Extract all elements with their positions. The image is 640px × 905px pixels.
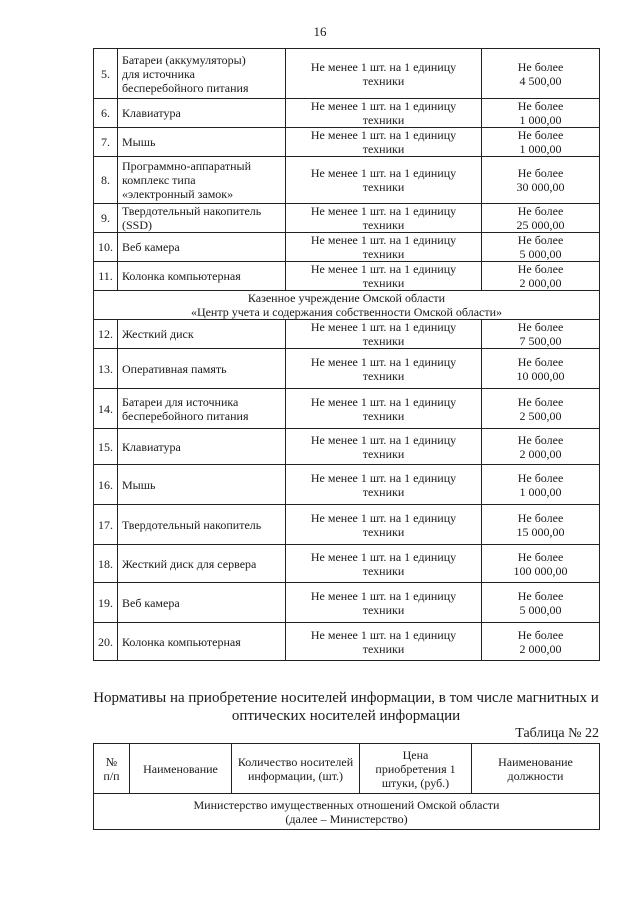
cell-line: Не более bbox=[517, 262, 564, 276]
heading-line: Нормативы на приобретение носителей информации, в том числе магнитных и bbox=[93, 690, 599, 706]
item-name bbox=[118, 623, 286, 661]
cell-line: Не более bbox=[517, 354, 564, 369]
column-header bbox=[232, 744, 360, 794]
column-header bbox=[472, 744, 600, 794]
cell-line: 7 500,00 bbox=[519, 334, 562, 348]
cell-line: Не более bbox=[517, 627, 564, 642]
cell-line: техники bbox=[362, 276, 405, 290]
cell-line: Твердотельный накопитель bbox=[122, 517, 262, 532]
cell-line: 4 500,00 bbox=[519, 73, 562, 88]
cell-line: «электронный замок» bbox=[122, 187, 234, 201]
cell-line: Твердотельный накопитель bbox=[122, 204, 262, 218]
row-number: 14. bbox=[94, 389, 118, 429]
row-number: 10. bbox=[94, 233, 118, 262]
item-name bbox=[118, 389, 286, 429]
item-quantity bbox=[286, 349, 482, 389]
cell-line: 2 000,00 bbox=[519, 641, 562, 656]
cell-line: п/п bbox=[103, 768, 120, 783]
item-quantity bbox=[286, 465, 482, 505]
table-label: Таблица № 22 bbox=[515, 726, 599, 741]
cell-line: Не более bbox=[517, 320, 564, 334]
section-row bbox=[94, 291, 600, 320]
cell-line: техники bbox=[362, 563, 405, 578]
cell-line: 30 000,00 bbox=[516, 180, 565, 194]
item-name bbox=[118, 583, 286, 623]
item-name bbox=[118, 505, 286, 545]
row-number: 15. bbox=[94, 429, 118, 465]
item-name bbox=[118, 349, 286, 389]
cell-line: Не более bbox=[517, 99, 564, 113]
row-number: 5. bbox=[94, 49, 118, 99]
table-row bbox=[94, 623, 600, 661]
cell-line: 10 000,00 bbox=[516, 368, 565, 383]
column-header bbox=[94, 744, 130, 794]
table-row bbox=[94, 49, 600, 99]
table-row bbox=[94, 465, 600, 505]
cell-line: Клавиатура bbox=[122, 106, 181, 120]
item-quantity bbox=[286, 204, 482, 233]
cell-line: 2 000,00 bbox=[519, 446, 562, 461]
header-row bbox=[94, 744, 600, 794]
table-row bbox=[94, 157, 600, 204]
cell-line: Не менее 1 шт. на 1 единицу bbox=[310, 166, 457, 180]
cell-line: (SSD) bbox=[122, 218, 153, 232]
cell-line: Жесткий диск bbox=[122, 327, 194, 341]
cell-line: Мышь bbox=[122, 135, 156, 149]
item-name bbox=[118, 128, 286, 157]
row-number: 6. bbox=[94, 99, 118, 128]
section-title bbox=[94, 291, 600, 320]
item-quantity bbox=[286, 262, 482, 291]
item-name bbox=[118, 262, 286, 291]
item-price bbox=[482, 204, 600, 233]
cell-line: 15 000,00 bbox=[516, 524, 565, 539]
cell-line: техники bbox=[362, 334, 405, 348]
table-row bbox=[94, 583, 600, 623]
cell-line: Оперативная память bbox=[122, 361, 227, 376]
item-price bbox=[482, 349, 600, 389]
cell-line: Веб камера bbox=[122, 240, 180, 254]
cell-line: техники bbox=[362, 180, 405, 194]
item-price bbox=[482, 465, 600, 505]
cell-line: для источника bbox=[122, 66, 195, 81]
cell-line: № bbox=[105, 754, 118, 769]
cell-line: комплекс типа bbox=[122, 173, 196, 187]
cell-line: техники bbox=[362, 368, 405, 383]
cell-line: должности bbox=[507, 768, 564, 783]
cell-line: 5 000,00 bbox=[519, 602, 562, 617]
table-row bbox=[94, 128, 600, 157]
storage-media-table bbox=[93, 743, 600, 830]
row-number: 17. bbox=[94, 505, 118, 545]
item-price bbox=[482, 505, 600, 545]
row-number: 12. bbox=[94, 320, 118, 349]
cell-line: Не менее 1 шт. на 1 единицу bbox=[310, 510, 457, 525]
item-quantity bbox=[286, 505, 482, 545]
item-name bbox=[118, 49, 286, 99]
item-price bbox=[482, 49, 600, 99]
item-quantity bbox=[286, 128, 482, 157]
cell-line: Не более bbox=[517, 204, 564, 218]
cell-line: техники bbox=[362, 524, 405, 539]
cell-line: Колонка компьютерная bbox=[122, 634, 241, 649]
cell-line: Не более bbox=[517, 166, 564, 180]
item-quantity bbox=[286, 623, 482, 661]
table-row bbox=[94, 320, 600, 349]
equipment-norms-table bbox=[93, 48, 600, 661]
item-quantity bbox=[286, 545, 482, 583]
row-number: 20. bbox=[94, 623, 118, 661]
cell-line: Веб камера bbox=[122, 595, 180, 610]
table-row bbox=[94, 233, 600, 262]
item-quantity bbox=[286, 320, 482, 349]
cell-line: 5 000,00 bbox=[519, 247, 562, 261]
table-row bbox=[94, 505, 600, 545]
item-quantity bbox=[286, 99, 482, 128]
cell-line: Не более bbox=[517, 432, 564, 447]
cell-line: 2 000,00 bbox=[519, 276, 562, 290]
item-quantity bbox=[286, 583, 482, 623]
table-row bbox=[94, 429, 600, 465]
column-header bbox=[130, 744, 232, 794]
cell-line: Не менее 1 шт. на 1 единицу bbox=[310, 233, 457, 247]
table-row bbox=[94, 545, 600, 583]
cell-line: Не менее 1 шт. на 1 единицу bbox=[310, 627, 457, 642]
cell-line: Не более bbox=[517, 510, 564, 525]
item-price bbox=[482, 389, 600, 429]
cell-line: техники bbox=[362, 446, 405, 461]
item-price bbox=[482, 429, 600, 465]
cell-line: Не более bbox=[517, 588, 564, 603]
cell-line: 1 000,00 bbox=[519, 484, 562, 499]
cell-line: Наименование bbox=[143, 761, 218, 776]
row-number: 11. bbox=[94, 262, 118, 291]
cell-line: Министерство имущественных отношений Омской области bbox=[193, 797, 500, 812]
cell-line: техники bbox=[362, 113, 405, 127]
cell-line: «Центр учета и содержания собственности Омской области» bbox=[190, 305, 503, 319]
item-quantity bbox=[286, 429, 482, 465]
cell-line: техники bbox=[362, 641, 405, 656]
cell-line: 100 000,00 bbox=[513, 563, 568, 578]
cell-line: Не менее 1 шт. на 1 единицу bbox=[310, 588, 457, 603]
cell-line: Не более bbox=[517, 394, 564, 409]
cell-line: Не менее 1 шт. на 1 единицу bbox=[310, 432, 457, 447]
cell-line: 25 000,00 bbox=[516, 218, 565, 232]
page-number: 16 bbox=[313, 24, 327, 39]
cell-line: Клавиатура bbox=[122, 439, 181, 454]
cell-line: техники bbox=[362, 73, 405, 88]
item-price bbox=[482, 233, 600, 262]
item-name bbox=[118, 157, 286, 204]
item-price bbox=[482, 262, 600, 291]
column-header bbox=[360, 744, 472, 794]
cell-line: Не менее 1 шт. на 1 единицу bbox=[310, 99, 457, 113]
section-row bbox=[94, 794, 600, 830]
cell-line: техники bbox=[362, 408, 405, 423]
table-row bbox=[94, 349, 600, 389]
item-name bbox=[118, 429, 286, 465]
cell-line: 2 500,00 bbox=[519, 408, 562, 423]
item-price bbox=[482, 623, 600, 661]
row-number: 9. bbox=[94, 204, 118, 233]
cell-line: информации, (шт.) bbox=[247, 768, 344, 783]
item-name bbox=[118, 99, 286, 128]
item-name bbox=[118, 320, 286, 349]
heading-line: оптических носителей информации bbox=[231, 708, 461, 724]
section-title bbox=[94, 794, 600, 830]
table-row bbox=[94, 389, 600, 429]
cell-line: Цена bbox=[402, 747, 429, 762]
item-name bbox=[118, 204, 286, 233]
cell-line: Не менее 1 шт. на 1 единицу bbox=[310, 549, 457, 564]
cell-line: 1 000,00 bbox=[519, 142, 562, 156]
cell-line: Не более bbox=[517, 59, 564, 74]
cell-line: техники bbox=[362, 142, 405, 156]
section-heading bbox=[93, 689, 599, 725]
table-row bbox=[94, 99, 600, 128]
item-quantity bbox=[286, 157, 482, 204]
cell-line: Наименование bbox=[498, 754, 573, 769]
cell-line: Мышь bbox=[122, 477, 156, 492]
item-price bbox=[482, 99, 600, 128]
cell-line: Количество носителей bbox=[237, 754, 354, 769]
cell-line: Казенное учреждение Омской области bbox=[247, 291, 446, 305]
cell-line: 1 000,00 bbox=[519, 113, 562, 127]
cell-line: Батареи (аккумуляторы) bbox=[122, 52, 246, 67]
item-name bbox=[118, 465, 286, 505]
cell-line: Не менее 1 шт. на 1 единицу bbox=[310, 354, 457, 369]
item-quantity bbox=[286, 389, 482, 429]
item-price bbox=[482, 157, 600, 204]
item-quantity bbox=[286, 49, 482, 99]
cell-line: Не менее 1 шт. на 1 единицу bbox=[310, 59, 457, 74]
cell-line: Колонка компьютерная bbox=[122, 269, 241, 283]
row-number: 13. bbox=[94, 349, 118, 389]
row-number: 16. bbox=[94, 465, 118, 505]
cell-line: приобретения 1 bbox=[375, 761, 456, 776]
item-price bbox=[482, 545, 600, 583]
cell-line: Не более bbox=[517, 128, 564, 142]
table-row bbox=[94, 204, 600, 233]
cell-line: (далее – Министерство) bbox=[285, 811, 408, 826]
table-row bbox=[94, 262, 600, 291]
cell-line: Не более bbox=[517, 470, 564, 485]
row-number: 19. bbox=[94, 583, 118, 623]
row-number: 8. bbox=[94, 157, 118, 204]
item-price bbox=[482, 320, 600, 349]
item-price bbox=[482, 128, 600, 157]
item-name bbox=[118, 545, 286, 583]
item-quantity bbox=[286, 233, 482, 262]
cell-line: Не менее 1 шт. на 1 единицу bbox=[310, 128, 457, 142]
cell-line: Не менее 1 шт. на 1 единицу bbox=[310, 470, 457, 485]
cell-line: штуки, (руб.) bbox=[381, 775, 450, 790]
cell-line: Не более bbox=[517, 233, 564, 247]
row-number: 7. bbox=[94, 128, 118, 157]
cell-line: Не менее 1 шт. на 1 единицу bbox=[310, 320, 457, 334]
cell-line: Программно-аппаратный bbox=[122, 159, 252, 173]
item-price bbox=[482, 583, 600, 623]
cell-line: бесперебойного питания bbox=[122, 408, 249, 423]
cell-line: бесперебойного питания bbox=[122, 80, 249, 95]
cell-line: Не менее 1 шт. на 1 единицу bbox=[310, 262, 457, 276]
cell-line: Жесткий диск для сервера bbox=[122, 556, 257, 571]
item-name bbox=[118, 233, 286, 262]
row-number: 18. bbox=[94, 545, 118, 583]
cell-line: техники bbox=[362, 484, 405, 499]
cell-line: техники bbox=[362, 602, 405, 617]
cell-line: Не более bbox=[517, 549, 564, 564]
cell-line: Не менее 1 шт. на 1 единицу bbox=[310, 394, 457, 409]
cell-line: Не менее 1 шт. на 1 единицу bbox=[310, 204, 457, 218]
cell-line: техники bbox=[362, 247, 405, 261]
cell-line: Батареи для источника bbox=[122, 394, 239, 409]
cell-line: техники bbox=[362, 218, 405, 232]
